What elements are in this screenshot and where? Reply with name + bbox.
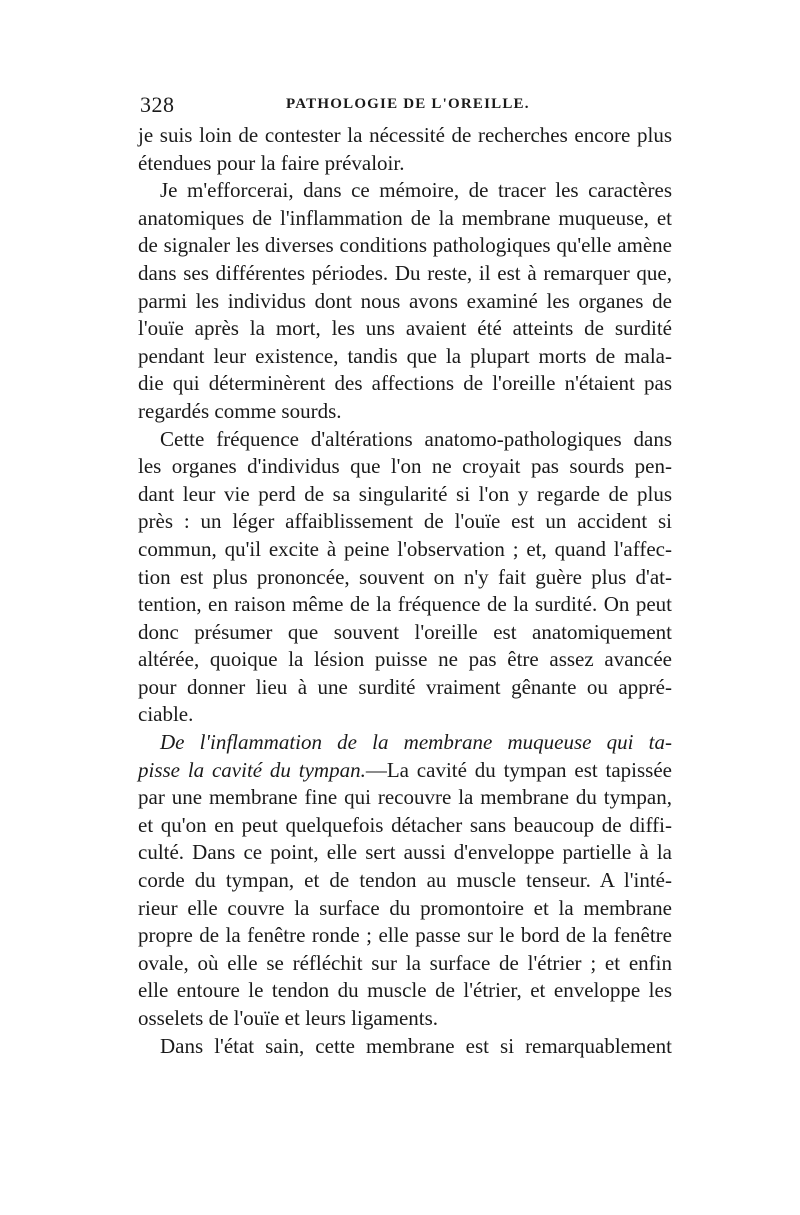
text-line: étendues pour la faire prévaloir. <box>138 150 405 175</box>
text-line: altérée, quoique la lésion puisse ne pas être assez avancée <box>138 647 672 672</box>
text-line: Dans l'état sain, cette membrane est si remarquablement <box>160 1033 672 1058</box>
text-line: tention, en raison même de la fréquence de la surdité. On peut <box>138 592 672 617</box>
paragraph <box>138 177 672 425</box>
text-line: pendant leur existence, tandis que la plupart morts de mala- <box>138 343 672 368</box>
text-line: commun, qu'il excite à peine l'observation ; et, quand l'affec- <box>138 536 672 561</box>
text-line: corde du tympan, et de tendon au muscle tenseur. A l'inté- <box>138 868 672 893</box>
text-line: de signaler les diverses conditions pathologiques qu'elle amène <box>138 233 672 258</box>
text-line: parmi les individus dont nous avons examiné les organes de <box>138 288 672 313</box>
text-line: rieur elle couvre la surface du promontoire et la membrane <box>138 895 672 920</box>
text-line: pour donner lieu à une surdité vraiment gênante ou appré- <box>138 674 672 699</box>
text-line: elle entoure le tendon du muscle de l'étrier, et enveloppe les <box>138 978 672 1003</box>
text-line: osselets de l'ouïe et leurs ligaments. <box>138 1006 439 1030</box>
text-line: propre de la fenêtre ronde ; elle passe sur le bord de la fenêtre <box>138 923 672 948</box>
text-line: ovale, où elle se réfléchit sur la surface de l'étrier ; et enfin <box>138 950 672 975</box>
text-line: je suis loin de contester la nécessité de recherches encore plus <box>138 123 672 147</box>
header-title: PATHOLOGIE DE L'OREILLE. <box>286 96 530 112</box>
text-line: tion est plus prononcée, souvent on n'y fait guère plus d'at- <box>138 564 672 589</box>
text-line: dant leur vie perd de sa singularité si l'on y regarde de plus <box>138 481 672 506</box>
text-line: anatomiques de l'inflammation de la membrane muqueuse, et <box>138 205 672 230</box>
text-line: donc présumer que souvent l'oreille est anatomiquement <box>138 619 672 644</box>
text-line: par une membrane fine qui recouvre la membrane du tympan, <box>138 785 672 810</box>
text-line <box>138 757 672 785</box>
text-line: Cette fréquence d'altérations anatomo-pathologiques dans <box>160 426 672 451</box>
text-line: et qu'on en peut quelquefois détacher sans beaucoup de diffi- <box>138 812 672 837</box>
section-heading-line: De l'inflammation de la membrane muqueuse qui ta- <box>160 730 672 755</box>
page-number: 328 <box>140 92 175 117</box>
section-heading-tail: pisse la cavité du tympan. <box>138 757 366 782</box>
paragraph <box>138 1033 672 1061</box>
text-line: l'ouïe après la mort, les uns avaient été atteints de surdité <box>138 316 672 341</box>
body-text <box>138 122 672 1060</box>
section-heading-followup: —La cavité du tympan est tapissée <box>365 757 672 782</box>
text-line: die qui déterminèrent des affections de l'oreille n'étaient pas <box>138 371 672 396</box>
paragraph <box>138 122 672 177</box>
running-head <box>138 92 672 122</box>
text-line: ciable. <box>138 702 194 727</box>
text-line: dans ses différentes périodes. Du reste, il est à remarquer que, <box>138 260 672 285</box>
text-line: Je m'efforcerai, dans ce mémoire, de tracer les caractères <box>160 178 672 203</box>
book-page <box>138 92 672 1060</box>
paragraph <box>138 426 672 730</box>
text-line: près : un léger affaiblissement de l'ouïe est un accident si <box>138 509 672 534</box>
paragraph <box>138 729 672 1033</box>
text-line: les organes d'individus que l'on ne croyait pas sourds pen- <box>138 454 672 479</box>
text-line: culté. Dans ce point, elle sert aussi d'enveloppe partielle à la <box>138 840 672 865</box>
text-line: regardés comme sourds. <box>138 398 342 423</box>
